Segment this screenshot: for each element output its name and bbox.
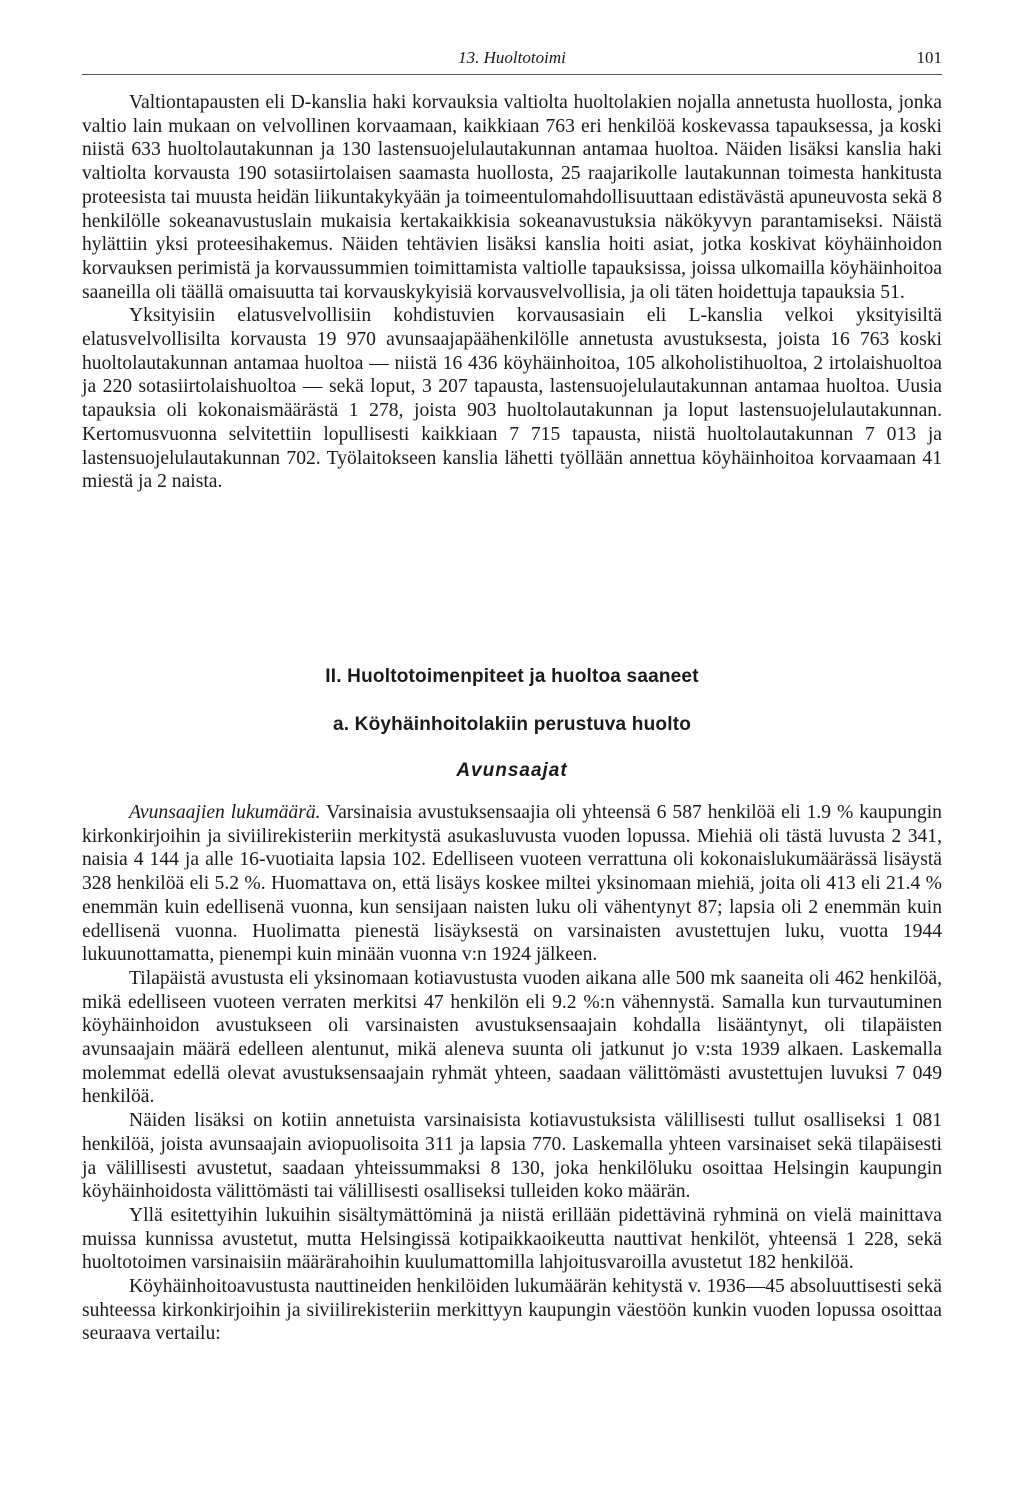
paragraph-tilapainen-avustus: Tilapäistä avustusta eli yksinomaan kotiavustusta vuoden aikana alle 500 mk saaneita oli 462 henkilöä, mikä edelliseen vuoteen verraten merkitsi 47 henkilön eli 9.2 %:n vähennystä. Samalla kun turvautuminen köyhäinhoidon avustukseen oli varsinaisten avustuksensaajain kohdalla lisääntynyt, oli tilapäisten avunsaajain määrä edelleen alentunut, mikä aleneva suunta oli jatkunut jo v:sta 1939 alkaen. Laskemalla molemmat edellä olevat avustuksensaajain ryhmät yhteen, saadaan välittömästi avustettujen luvuksi 7 049 henkilöä.	[82, 967, 942, 1108]
page-number: 101	[916, 48, 942, 67]
header-rule	[82, 74, 942, 75]
body-text-bottom	[82, 801, 942, 1346]
paragraph-kehitys-vertailu: Köyhäinhoitoavustusta nauttineiden henkilöiden lukumäärän kehitystä v. 1936—45 absoluuttisesti sekä suhteessa kirkonkirjoihin ja siviilirekisteriin merkittyyn kaupungin väestöön kunkin vuoden lopussa osoittaa seuraava vertailu:	[82, 1276, 942, 1345]
paragraph-valillisesti-avustetut: Näiden lisäksi on kotiin annetuista varsinaisista kotiavustuksista välillisesti tullut osalliseksi 1 081 henkilöä, joista avunsaajain aviopuolisoita 311 ja lapsia 770. Laskemalla yhteen varsinaiset sekä tilapäisesti ja välillisesti avustetut, saadaan yhteissummaksi 8 130, joka henkilöluku osoittaa Helsingin kaupungin köyhäinhoidosta välittömästi tai välillisesti osalliseksi tulleiden koko määrän.	[82, 1110, 942, 1203]
paragraph-muissa-kunnissa: Yllä esitettyihin lukuihin sisältymättöminä ja niistä erillään pidettävinä ryhminä on vielä mainittava muissa kunnissa avustetut, mutta Helsingissä kotipaikkaoikeutta nauttivat henkilöt, yhteensä 1 228, sekä huoltotoimen varsinaisiin määrärahoihin kuulumattomilla lahjoitusvaroilla avustetut 182 henkilöä.	[82, 1204, 942, 1274]
subheading-avunsaajat: Avunsaajat	[456, 760, 568, 781]
section-heading: II. Huoltotoimenpiteet ja huoltoa saaneet	[325, 666, 699, 687]
running-title: 13. Huoltotoimi	[458, 48, 566, 67]
running-head	[82, 48, 942, 70]
paragraph-l-kanslia: Yksityisiin elatusvelvollisiin kohdistuvien korvausasiain eli L-kanslia velkoi yksityisiltä elatusvelvollisilta korvausta 19 970 avunsaajapäähenkilölle annetusta avustuksesta, joista 16 763 koski huoltolautakunnan antamaa huoltoa — niistä 16 436 köyhäinhoitoa, 105 alkoholistihuoltoa, 2 irtolaishuoltoa ja 220 sotasiirtolaishuoltoa — sekä loput, 3 207 tapausta, lastensuojelulautakunnan antamaa huoltoa. Uusia tapauksia oli kokonaismäärästä 1 278, joista 903 huoltolautakunnan ja loput lastensuojelulautakunnan. Kertomusvuonna selvitettiin lopullisesti kaikkiaan 7 715 tapausta, niistä huoltolautakunnan 7 013 ja lastensuojelulautakunnan 702. Työlaitokseen kanslia lähetti työllään annettua köyhäinhoitoa korvaamaan 41 miestä ja 2 naista.	[82, 305, 942, 493]
paragraph-lead: Avunsaajien lukumäärä.	[129, 802, 321, 823]
subsection-heading: a. Köyhäinhoitolakiin perustuva huolto	[332, 714, 692, 735]
paragraph-d-kanslia: Valtiontapausten eli D-kanslia haki korvauksia valtiolta huoltolakien nojalla annetusta huollosta, jonka valtio lain mukaan on velvollinen korvaamaan, kaikkiaan 763 eri henkilöä koskevassa tapauksessa, ja koski niistä 633 huoltolautakunnan ja 130 lastensuojelulautakunnan antamaa huoltoa. Näiden lisäksi kanslia haki valtiolta korvausta 190 sotasiirtolaisen saamasta huollosta, 25 raajarikolle lautakunnan toimesta hankitusta proteesista tai muusta heidän liikuntakykyään ja toimeentulomahdollisuuttaan edistävästä apuneuvosta sekä 8 henkilölle sokeanavustuslain mukaisia kertakaikkisia sokeanavustuksia näkökyvyn parantamiseksi. Näistä hylättiin yksi proteesihakemus. Näiden tehtävien lisäksi kanslia hoiti asiat, jotka koskivat köyhäinhoidon korvauksen perimistä ja korvaussummien toimittamista valtiolle tapauksissa, joissa ulkomailla köyhäinhoitoa saaneilla oli täällä omaisuutta tai korvauskykyisiä korvausvelvollisia, ja oli täten hoidettuja tapauksia 51.	[82, 92, 942, 303]
paragraph-lead-continuation: Varsinaisia avustuksensaajia oli yhteensä 6 587 henkilöä eli 1.9 % kaupungin kirkonkirjoihin ja siviilirekisteriin merkitystä asukasluvusta vuoden lopussa. Miehiä oli tästä luvusta 2 341, naisia 4 144 ja alle 16-vuotiaita lapsia 102. Edelliseen vuoteen verrattuna oli kokonaislukumäärässä lisäystä 328 henkilöä eli 5.2 %. Huomattava on, että lisäys koskee miltei yksinomaan miehiä, joita oli 413 eli 21.4 % enemmän kuin edellisenä vuonna, kun sensijaan naisten luku oli vähentynyt 87; lapsia oli 2 enemmän kuin edellisenä vuonna. Huolimatta pienestä lisäyksestä on varsinaisten avustettujen luku, vuotta 1944 lukuunottamatta, pienempi kuin minään vuonna v:n 1924 jälkeen.	[82, 802, 942, 966]
body-text-top	[82, 91, 942, 494]
paragraph-avunsaajien-lukumaara	[82, 801, 942, 967]
